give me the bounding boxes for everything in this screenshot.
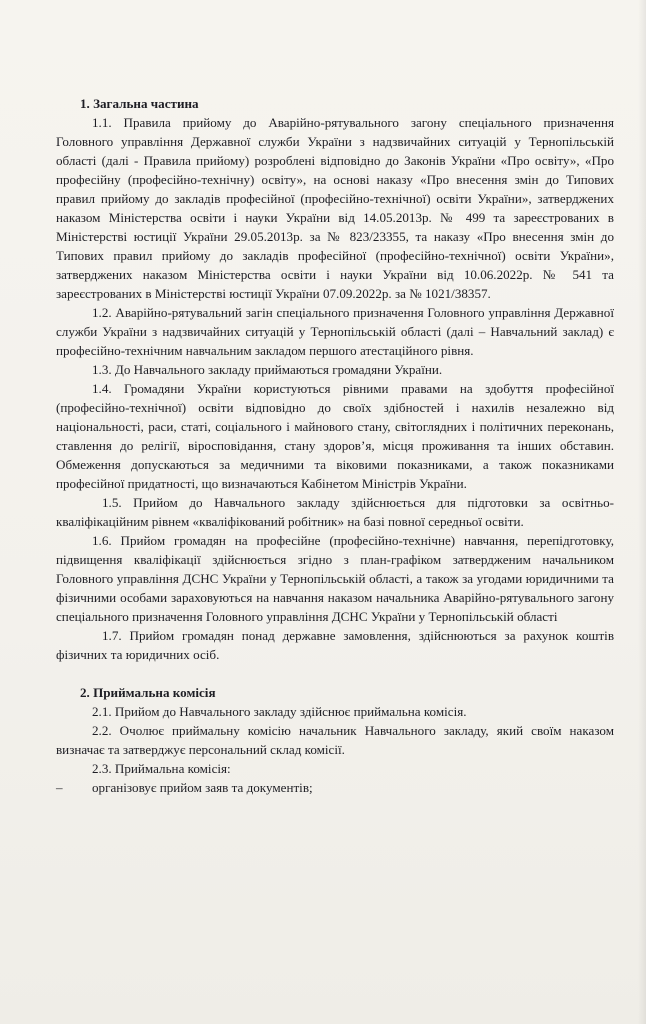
paragraph-2-3: 2.3. Приймальна комісія:	[92, 761, 231, 776]
list-dash: –	[56, 780, 63, 795]
paragraph-1-7: 1.7. Прийом громадян понад державне замовлення, здійснюються за рахунок коштів фізичних та юридичних осіб.	[56, 628, 614, 662]
paragraph-1-2: 1.2. Аварійно-рятувальний загін спеціального призначення Головного управління Державної служби України з надзвичайних ситуацій у Тернопільській області (далі – Навчальний заклад) є професійно-технічним навчальним закладом першого атестаційного рівня.	[56, 305, 614, 358]
section-2-heading: 2. Приймальна комісія	[80, 685, 216, 700]
section-1-heading: 1. Загальна частина	[80, 96, 199, 111]
page-edge-shadow	[638, 0, 646, 1024]
paragraph-1-4: 1.4. Громадяни України користуються рівними правами на здобуття професійної (професійно-технічної) освіти відповідно до своїх здібностей і нахилів незалежно від національності, раси, статі, соціального і майнового стану, світоглядних і політичних переконань, ставлення до релігії, віросповідання, стану здоров’я, місця проживання та інших обставин. Обмеження допускаються за медичними та віковими показниками, а також показниками професійної придатності, що визначаються Кабінетом Міністрів України.	[56, 381, 614, 491]
paragraph-2-2: 2.2. Очолює приймальну комісію начальник Навчального закладу, який своїм наказом визначає та затверджує персональний склад комісії.	[56, 723, 614, 757]
list-item-text: організовує прийом заяв та документів;	[92, 780, 313, 795]
paragraph-1-1: 1.1. Правила прийому до Аварійно-рятувального загону спеціального призначення Головного управління Державної служби України з надзвичайних ситуацій у Тернопільській області (далі - Правила прийому) розроблені відповідно до Законів України «Про освіту», «Про професійну (професійно-технічну) освіту», на основі наказу «Про внесення змін до Типових правил прийому до закладів професійної (професійно-технічної) освіти України», затверджених наказом Міністерства освіти і науки України від 14.05.2013р. № 499 та зареєстрованих в Міністерстві юстиції України 29.05.2013р. за № 823/23355, та наказу «Про внесення змін до Типових правил прийому до закладів професійної (професійно-технічної) освіти України», затверджених наказом Міністерства освіти і науки України від 10.06.2022р. № 541 та зареєстрованих в Міністерстві юстиції України 07.09.2022р. за № 1021/38357.	[56, 115, 614, 301]
paragraph-2-1: 2.1. Прийом до Навчального закладу здійснює приймальна комісія.	[92, 704, 467, 719]
paragraph-1-5: 1.5. Прийом до Навчального закладу здійснюється для підготовки за освітньо-кваліфікаційним рівнем «кваліфікований робітник» на базі повної середньої освіти.	[56, 495, 614, 529]
document-body	[56, 94, 614, 797]
paragraph-1-6: 1.6. Прийом громадян на професійне (професійно-технічне) навчання, перепідготовку, підвищення кваліфікації здійснюється згідно з план-графіком затвердженим начальником Головного управління ДСНС України у Тернопільській області, а також за угодами юридичними та фізичними особами зараховуються на навчання наказом начальника Аварійно-рятувального загону спеціального призначення Головного управління ДСНС України у Тернопільській області	[56, 533, 614, 624]
list-item	[56, 778, 614, 797]
paragraph-1-3: 1.3. До Навчального закладу приймаються громадяни України.	[92, 362, 443, 377]
